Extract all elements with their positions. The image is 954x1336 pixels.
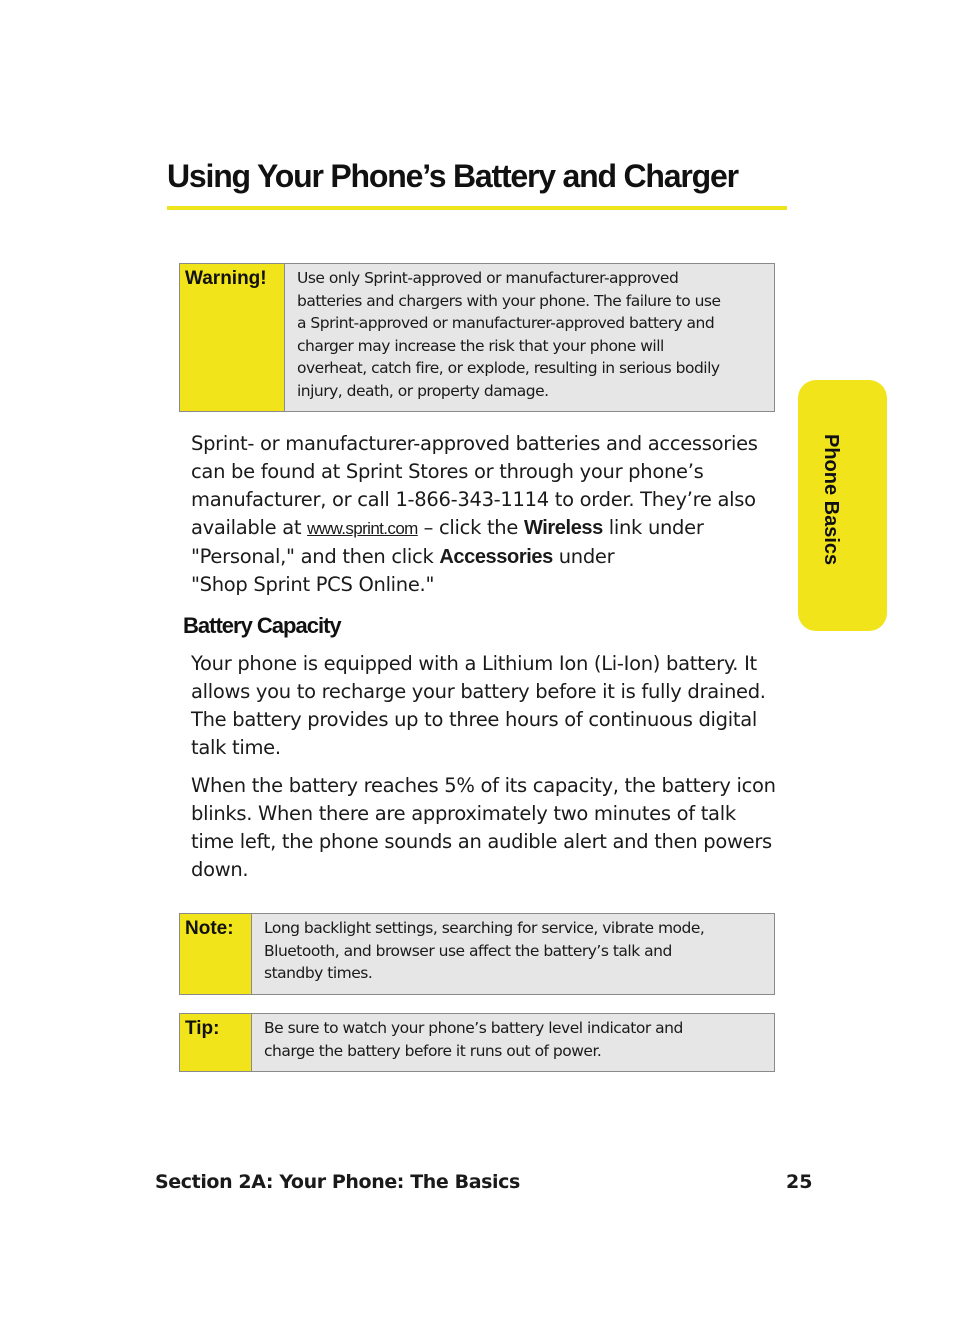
- wireless-label: Wireless: [523, 517, 603, 539]
- note-text: Long backlight settings, searching for service, vibrate mode, Bluetooth, and browser use affect the battery’s talk and standby times.: [264, 919, 705, 982]
- tip-text: Be sure to watch your phone’s battery level indicator and charge the battery before it runs out of power.: [264, 1019, 683, 1060]
- warning-box: [179, 263, 775, 412]
- side-tab-label: Phone Basics: [820, 434, 842, 566]
- note-label: Note:: [180, 914, 252, 994]
- warning-label: Warning!: [180, 264, 285, 411]
- tip-label: Tip:: [180, 1014, 252, 1071]
- page-title: Using Your Phone’s Battery and Charger: [167, 158, 738, 194]
- tip-box: [179, 1013, 775, 1072]
- section-side-tab: [798, 380, 887, 631]
- title-underline: [167, 206, 787, 210]
- warning-text: Use only Sprint-approved or manufacturer-approved batteries and chargers with your phone. The failure to use a Sprint-approved or manufacturer-approved battery and charger may increase the risk that your phone will overheat, catch fire, or explode, resulting in serious bodily injury, death, or property damage.: [297, 269, 721, 400]
- page-number: 25: [786, 1171, 813, 1193]
- accessories-label: Accessories: [439, 546, 553, 568]
- battery-capacity-heading: Battery Capacity: [183, 613, 341, 638]
- sprint-link[interactable]: www.sprint.com: [307, 519, 418, 538]
- battery-capacity-paragraph-1: Your phone is equipped with a Lithium Ion (Li-Ion) battery. It allows you to recharge your battery before it is fully drained. The battery provides up to three hours of continuous digital talk time.: [191, 652, 766, 759]
- intro-paragraph: Sprint- or manufacturer-approved batteries and accessories can be found at Sprint Stores or through your phone’s manufacturer, or call 1-866-343-1114 to order. They’re also available at www.sprint.com – click the Wireless link under "Personal," and then click Accessories under "Shop Sprint PCS Online.": [191, 432, 758, 596]
- battery-capacity-paragraph-2: When the battery reaches 5% of its capacity, the battery icon blinks. When there are approximately two minutes of talk time left, the phone sounds an audible alert and then powers down.: [191, 774, 776, 881]
- note-box: [179, 913, 775, 995]
- footer-section: Section 2A: Your Phone: The Basics: [155, 1171, 520, 1193]
